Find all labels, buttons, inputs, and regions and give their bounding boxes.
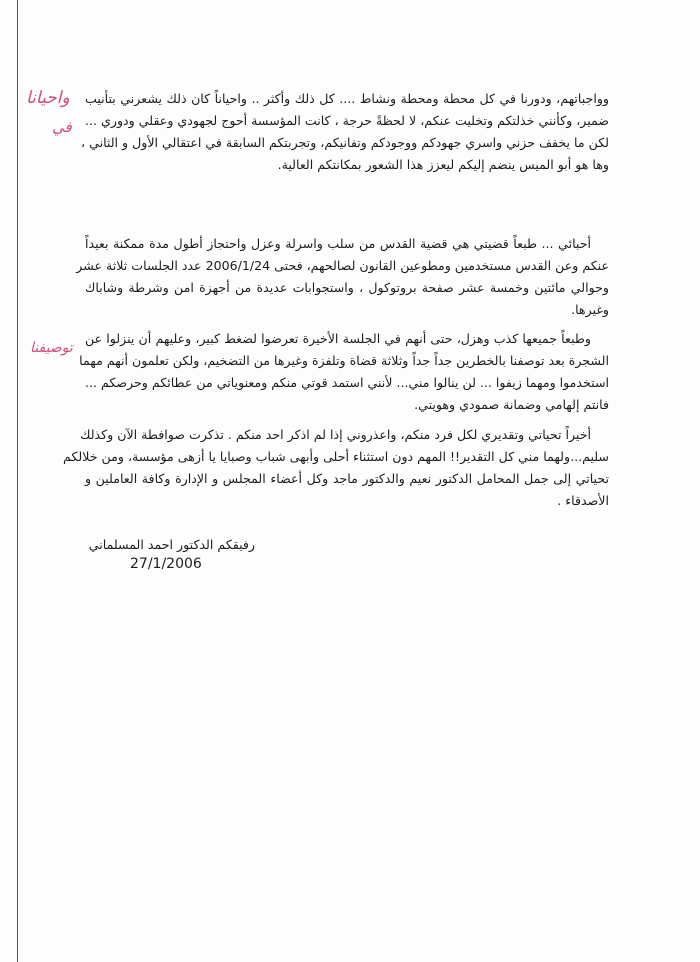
date: 27/1/2006 [130,556,202,572]
text-line: لكن ما يخفف حزني واسري جهودكم ووجودكم وتفانيكم، وتجربتكم السابقة في اعتقالي الأول و الثاني ، [81,135,609,150]
text-line: وواجباتهم، ودورنا في كل محطة ومحطة ونشاط .... كل ذلك وأكثر .. واحياناً كان ذلك يشعرني بتأنيب [85,91,609,106]
margin-note: واحيانا [26,88,70,108]
text-line: سليم...ولهما مني كل التقدير!! المهم دون استثناء أحلى وأبهى شباب وصبايا يا أزهى مؤسسة، ومن خلالكم [63,449,609,464]
paragraph-3 [79,328,609,416]
text-line: أخيراً تحياتي وتقديري لكل فرد منكم، واعذروني إذا لم اذكر احد منكم . تذكرت صوافطة الآن وكذلك [80,427,591,442]
margin-note: توصيفنا [30,340,73,356]
text-line: وحوالي مائتين وخمسة عشر صفحة بروتوكول ، واستجوابات عديدة من أجهزة امن وشرطة وشاباك [85,280,609,295]
text-line: الشجرة بعد توصفنا بالخطرين جداً جداً وثلاثة قضاة وتلفزة وغيرها من التضخيم، ولكن تعلمون أنهم مهما [79,353,609,368]
text-line: استخدموا ومهما زيفوا ... لن ينالوا مني... لأنني استمد قوتي منكم ومعنوياتي من عطائكم وحرصكم ... [85,375,609,390]
text-line: الأصدقاء . [557,493,609,508]
text-line: وغيرها. [571,302,609,317]
text-line: وها هو أبو الميس ينضم إليكم ليعزز هذا الشعور بمكانتكم العالية. [277,157,609,172]
paragraph-1 [81,88,609,176]
signature: رفيقكم الدكتور احمد المسلماني [88,537,255,552]
text-line: عنكم وعن القدس مستخدمين ومطوعين القانون لصالحهم، فحتى 2006/1/24 عدد الجلسات ثلاثة عشر [76,258,609,273]
text-line: وطبعاً جميعها كذب وهزل، حتى أنهم في الجلسة الأخيرة تعرضوا لضغط كبير، وعليهم أن ينزلوا عن [85,331,591,346]
paragraph-2 [76,233,609,321]
paragraph-4 [63,424,609,512]
text-line: ضمير، وكأنني خذلتكم وتخليت عنكم، لا لحظةً حرجة ، كانت المؤسسة أحوج لجهودي وعقلي ودوري ... [85,113,609,128]
text-line: تحياتي إلى جمل المحامل الدكتور نعيم والدكتور ماجد وكل أعضاء المجلس و الإدارة وكافة العاملين و [85,471,609,486]
text-line: فانتم إلهامي وضمانة صمودي وهويتي. [414,397,609,412]
text-line: أحبائي ... طبعاً قضيتي هي قضية القدس من سلب واسرلة وعزل واحتجاز أطول مدة ممكنة بعيداً [85,236,591,251]
margin-note: في [52,118,72,136]
page-edge [17,0,18,962]
